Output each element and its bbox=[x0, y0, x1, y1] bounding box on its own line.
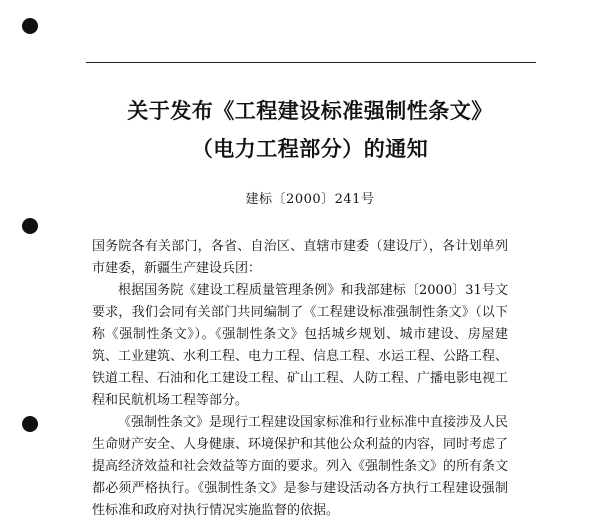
header-rule bbox=[86, 62, 536, 63]
binding-hole bbox=[22, 218, 38, 234]
binding-hole bbox=[22, 18, 38, 34]
document-body bbox=[92, 236, 508, 522]
paragraph-background: 根据国务院《建设工程质量管理条例》和我部建标〔2000〕31号文要求，我们会同有关部门共同编制了《工程建设标准强制性条文》（以下称《强制性条文》）。《强制性条文》包括城乡规划、城市建设、房屋建筑、工业建筑、水利工程、电力工程、信息工程、水运工程、公路工程、铁道工程、石油和化工建设工程、矿山工程、人防工程、广播电影电视工程和民航机场工程等部分。 bbox=[92, 283, 509, 408]
binding-hole bbox=[22, 416, 38, 432]
document-number: 建标〔2000〕241号 bbox=[245, 192, 375, 207]
paragraph-scope: 《强制性条文》是现行工程建设国家标准和行业标准中直接涉及人民生命财产安全、人身健康、环境保护和其他公众利益的内容，同时考虑了提高经济效益和社会效益等方面的要求。列入《强制性条文》的所有条文都必须严格执行。《强制性条文》是参与建设活动各方执行工程建设强制性标准和政府对执行情况实施监督的依据。 bbox=[92, 415, 509, 518]
paragraph-addressees: 国务院各有关部门，各省、自治区、直辖市建委（建设厅），各计划单列市建委，新疆生产建设兵团： bbox=[92, 239, 508, 276]
document-title-line-2: （电力工程部分）的通知 bbox=[191, 136, 429, 161]
document-title-line-1: 关于发布《工程建设标准强制性条文》 bbox=[127, 98, 493, 123]
